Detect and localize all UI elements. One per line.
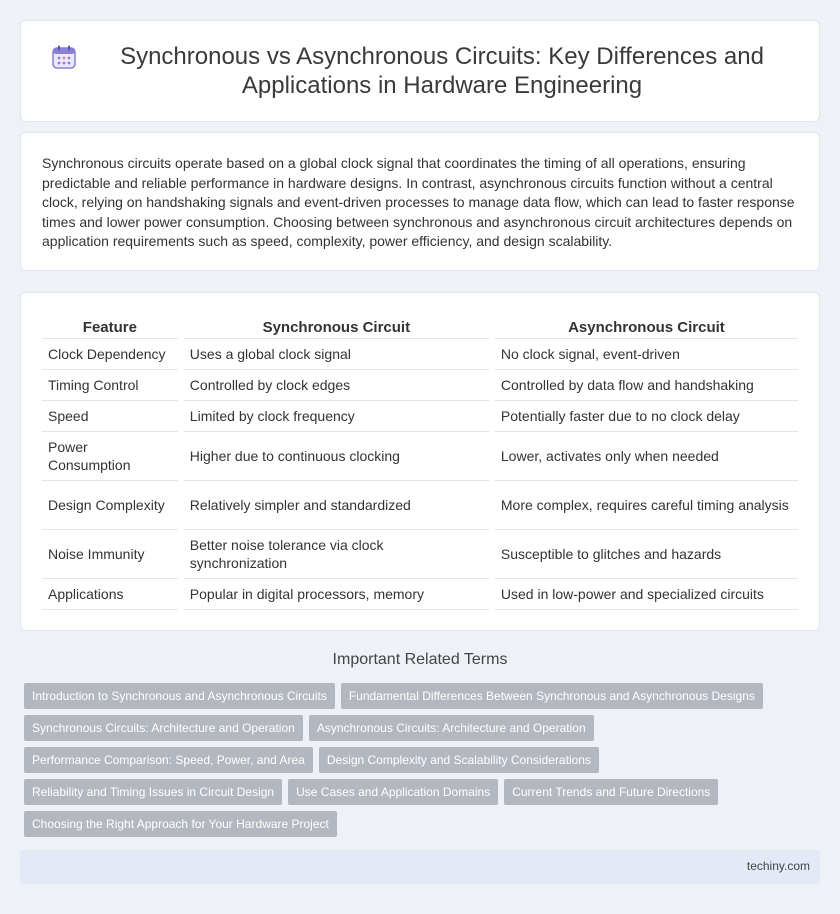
table-cell-synchronous: Uses a global clock signal — [184, 339, 489, 370]
comparison-table-card — [20, 292, 820, 631]
tag-row — [24, 779, 824, 805]
table-cell-feature: Timing Control — [42, 370, 178, 401]
page-title: Synchronous vs Asynchronous Circuits: Key Differences and Applications in Hardware Engineering — [120, 43, 764, 99]
intro-card — [20, 132, 820, 271]
column-header-asynchronous: Asynchronous Circuit — [495, 309, 798, 339]
column-header-feature: Feature — [42, 309, 178, 339]
table-cell-feature: Design Complexity — [42, 481, 178, 530]
table-cell-asynchronous: No clock signal, event-driven — [495, 339, 798, 370]
tag-row — [24, 747, 824, 773]
table-cell-feature: Noise Immunity — [42, 530, 178, 579]
tag-row — [24, 683, 824, 709]
related-term-tag[interactable]: Fundamental Differences Between Synchronous and Asynchronous Designs — [341, 683, 763, 709]
table-cell-synchronous: Popular in digital processors, memory — [184, 579, 489, 610]
comparison-table — [36, 309, 804, 610]
related-terms-list — [24, 683, 824, 843]
intro-paragraph: Synchronous circuits operate based on a global clock signal that coordinates the timing of all operations, ensuring predictable and reliable performance in hardware designs. In contrast, asynchronous circuits function without a central clock, relying on handshaking signals and event-driven processes to manage data flow, which can lead to faster response times and lower power consumption. Choosing between synchronous and asynchronous circuit architectures depends on application requirements such as speed, complexity, power efficiency, and design scalability. — [42, 155, 795, 249]
tag-row — [24, 811, 824, 837]
table-row — [42, 530, 798, 579]
table-row — [42, 481, 798, 530]
column-header-synchronous: Synchronous Circuit — [184, 309, 489, 339]
table-cell-asynchronous: Used in low-power and specialized circuits — [495, 579, 798, 610]
table-cell-asynchronous: Lower, activates only when needed — [495, 432, 798, 481]
related-term-tag[interactable]: Reliability and Timing Issues in Circuit Design — [24, 779, 282, 805]
table-row — [42, 370, 798, 401]
table-cell-asynchronous: More complex, requires careful timing analysis — [495, 481, 798, 530]
table-row — [42, 432, 798, 481]
related-term-tag[interactable]: Use Cases and Application Domains — [288, 779, 498, 805]
related-terms-title: Important Related Terms — [332, 651, 508, 668]
related-term-tag[interactable]: Synchronous Circuits: Architecture and Operation — [24, 715, 303, 741]
table-row — [42, 579, 798, 610]
related-term-tag[interactable]: Asynchronous Circuits: Architecture and Operation — [309, 715, 594, 741]
table-cell-synchronous: Limited by clock frequency — [184, 401, 489, 432]
footer — [20, 850, 820, 884]
tag-row — [24, 715, 824, 741]
table-cell-asynchronous: Potentially faster due to no clock delay — [495, 401, 798, 432]
header-card — [20, 20, 820, 122]
table-cell-synchronous: Better noise tolerance via clock synchronization — [184, 530, 489, 579]
table-cell-feature: Applications — [42, 579, 178, 610]
table-row — [42, 401, 798, 432]
table-cell-asynchronous: Controlled by data flow and handshaking — [495, 370, 798, 401]
related-term-tag[interactable]: Introduction to Synchronous and Asynchronous Circuits — [24, 683, 335, 709]
table-cell-feature: Power Consumption — [42, 432, 178, 481]
table-header-row — [42, 309, 798, 339]
related-term-tag[interactable]: Choosing the Right Approach for Your Hardware Project — [24, 811, 337, 837]
table-cell-synchronous: Controlled by clock edges — [184, 370, 489, 401]
related-term-tag[interactable]: Performance Comparison: Speed, Power, and Area — [24, 747, 313, 773]
table-cell-synchronous: Higher due to continuous clocking — [184, 432, 489, 481]
table-cell-synchronous: Relatively simpler and standardized — [184, 481, 489, 530]
calendar-icon — [51, 44, 77, 70]
table-cell-feature: Clock Dependency — [42, 339, 178, 370]
table-cell-asynchronous: Susceptible to glitches and hazards — [495, 530, 798, 579]
table-row — [42, 339, 798, 370]
table-cell-feature: Speed — [42, 401, 178, 432]
related-term-tag[interactable]: Current Trends and Future Directions — [504, 779, 718, 805]
footer-site-name[interactable]: techiny.com — [746, 859, 810, 873]
related-term-tag[interactable]: Design Complexity and Scalability Considerations — [319, 747, 599, 773]
